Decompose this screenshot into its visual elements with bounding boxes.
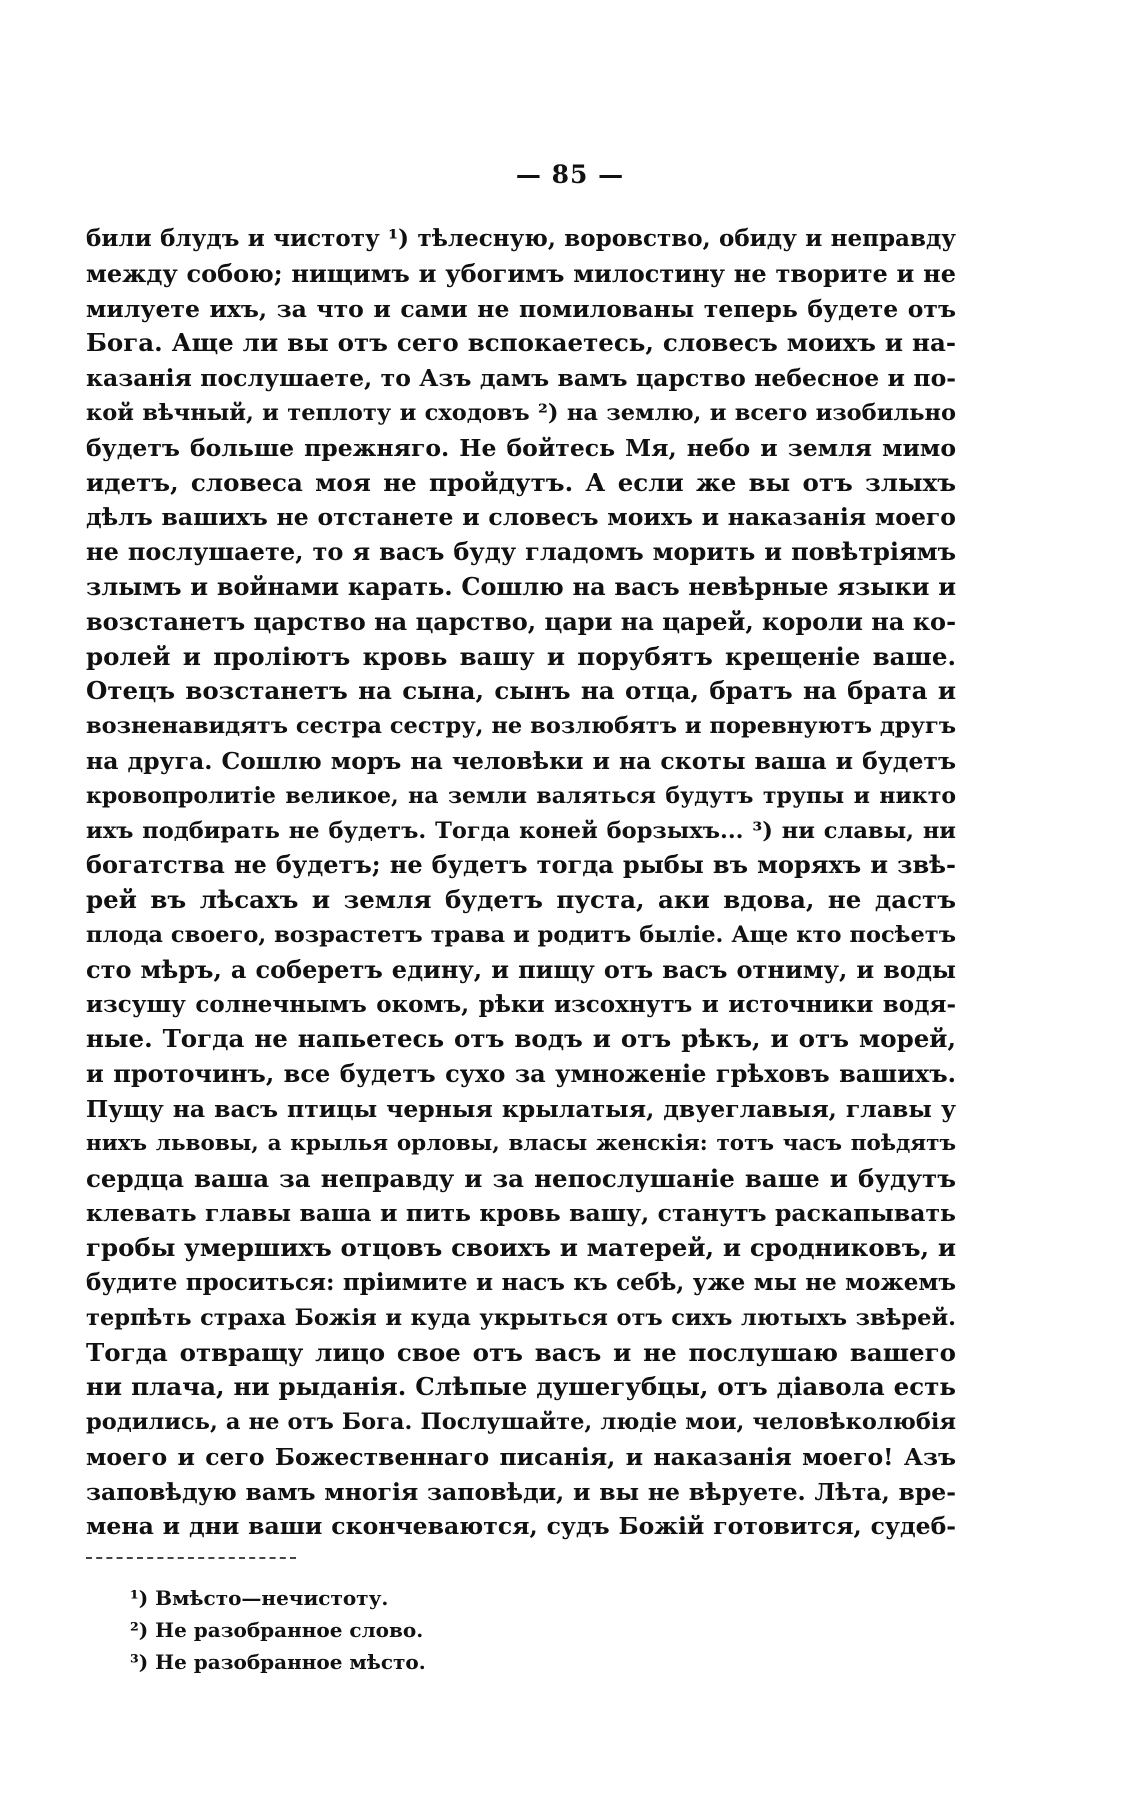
text-line: между собою; нищимъ и убогимъ милостину не творите и не xyxy=(86,258,956,288)
text-line: родились, а не отъ Бога. Послушайте, людіе мои, человѣколюбія xyxy=(86,1409,956,1436)
text-line: возстанетъ царство на царство, цари на царей, короли на ко- xyxy=(86,606,956,636)
text-line: будите проситься: пріимите и насъ къ себѣ, уже мы не можемъ xyxy=(86,1268,956,1296)
text-line: изсушу солнечнымъ окомъ, рѣки изсохнутъ и источники водя- xyxy=(86,990,956,1018)
text-line: злымъ и войнами карать. Сошлю на васъ невѣрные языки и xyxy=(86,571,956,601)
text-line: идетъ, словеса моя не пройдутъ. А если же вы отъ злыхъ xyxy=(86,467,956,497)
text-line: и проточинъ, все будетъ сухо за умноженіе грѣховъ вашихъ. xyxy=(86,1059,956,1089)
text-line: Отецъ возстанетъ на сына, сынъ на отца, братъ на брата и xyxy=(86,676,956,706)
text-line: Тогда отвращу лицо свое отъ васъ и не послушаю вашего xyxy=(86,1337,956,1367)
footnote-3: ³) Не разобранное мѣсто. xyxy=(130,1650,426,1674)
text-line: милуете ихъ, за что и сами не помилованы теперь будете отъ xyxy=(86,294,956,323)
footnotes xyxy=(130,1582,830,1678)
text-line: моего и сего Божественнаго писанія, и наказанія моего! Азъ xyxy=(86,1442,956,1471)
text-line: сто мѣръ, а соберетъ едину, и пищу отъ васъ отниму, и воды xyxy=(86,954,956,984)
text-line: возненавидятъ сестра сестру, не возлюбятъ и поревнуютъ другъ xyxy=(86,713,956,740)
text-line: клевать главы ваша и пить кровь вашу, станутъ раскапывать xyxy=(86,1199,956,1228)
text-line: нихъ львовы, а крылья орловы, власы женскія: тотъ часъ поѣдятъ xyxy=(86,1130,956,1156)
text-line: ни плача, ни рыданія. Слѣпые душегубцы, отъ діавола есть xyxy=(86,1372,956,1402)
text-line: мена и дни ваши скончеваются, судъ Божій готовится, судеб- xyxy=(86,1512,956,1541)
text-line: кой вѣчный, и теплоту и сходовъ ²) на землю, и всего изобильно xyxy=(86,399,956,426)
text-line: казанія послушаете, то Азъ дамъ вамъ царство небесное и по- xyxy=(86,364,956,393)
footnote-1: ¹) Вмѣсто—нечистоту. xyxy=(130,1586,389,1610)
text-line: гробы умершихъ отцовъ своихъ и матерей, и сродниковъ, и xyxy=(86,1233,956,1263)
text-line: плода своего, возрастетъ трава и родитъ быліе. Аще кто посѣетъ xyxy=(86,921,956,948)
footnote-divider xyxy=(86,1557,296,1559)
text-line: ихъ подбирать не будетъ. Тогда коней борзыхъ... ³) ни славы, ни xyxy=(86,817,956,844)
text-line: рей въ лѣсахъ и земля будетъ пуста, аки вдова, не дастъ xyxy=(86,885,956,915)
text-line: ные. Тогда не напьетесь отъ водъ и отъ рѣкъ, и отъ морей, xyxy=(86,1024,956,1054)
text-line: кровопролитіе великое, на земли валяться будутъ трупы и никто xyxy=(86,782,956,809)
text-line: били блудъ и чистоту ¹) тѣлесную, воровство, обиду и неправду xyxy=(86,225,956,252)
text-line: терпѣть страха Божія и куда укрыться отъ сихъ лютыхъ звѣрей. xyxy=(86,1304,956,1331)
text-line: на друга. Сошлю моръ на человѣки и на скоты ваша и будетъ xyxy=(86,746,956,775)
text-line: будетъ больше прежняго. Не бойтесь Мя, небо и земля мимо xyxy=(86,433,956,462)
text-line: сердца ваша за неправду и за непослушаніе ваше и будутъ xyxy=(86,1163,956,1193)
text-line: заповѣдую вамъ многія заповѣди, и вы не вѣруете. Лѣта, вре- xyxy=(86,1477,956,1506)
text-line: не послушаете, то я васъ буду гладомъ морить и повѣтріямъ xyxy=(86,537,956,567)
body-text xyxy=(86,222,956,1544)
text-line: богатства не будетъ; не будетъ тогда рыбы въ моряхъ и звѣ- xyxy=(86,850,956,880)
text-line: дѣлъ вашихъ не отстанете и словесъ моихъ и наказанія моего xyxy=(86,503,956,532)
text-line: ролей и пролiютъ кровь вашу и порубятъ крещеніе ваше. xyxy=(86,641,956,671)
text-line: Пущу на васъ птицы черныя крылатыя, двуеглавыя, главы у xyxy=(86,1094,956,1123)
page-number: — 85 — xyxy=(515,160,625,189)
footnote-2: ²) Не разобранное слово. xyxy=(130,1618,424,1642)
text-line: Бога. Аще ли вы отъ сего вспокаетесь, словесъ моихъ и на- xyxy=(86,328,956,358)
